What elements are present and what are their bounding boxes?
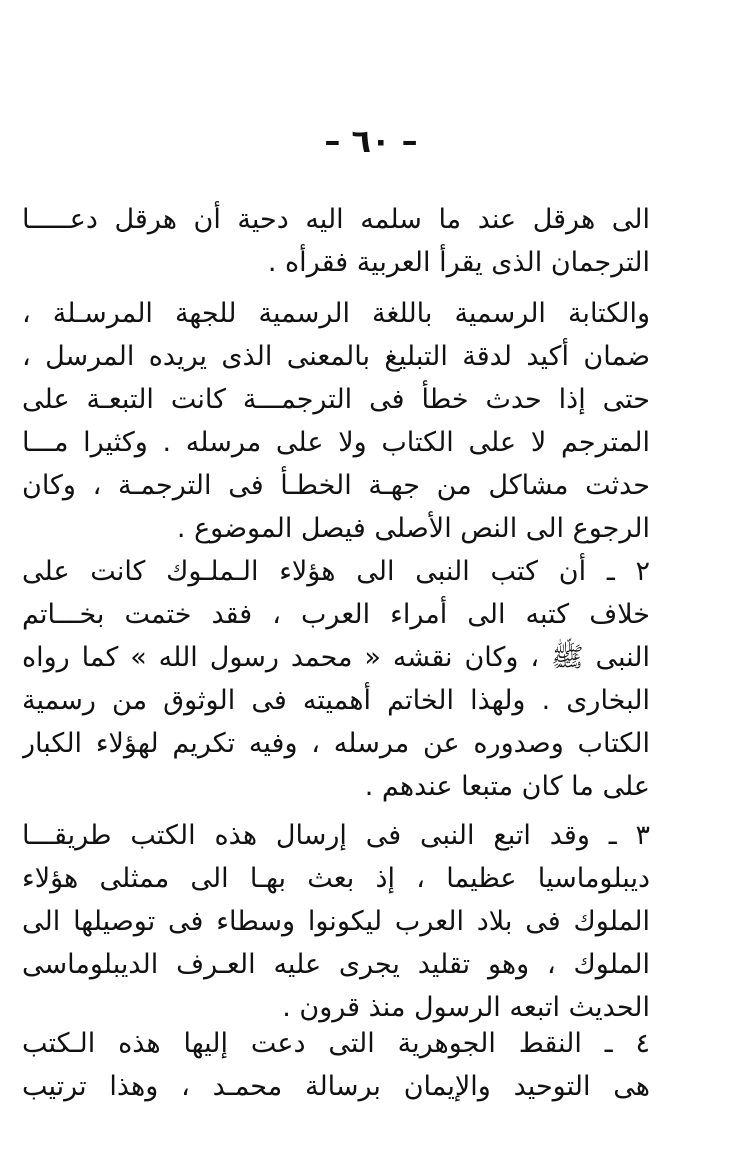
paragraph-3 <box>22 550 650 808</box>
paragraph-5 <box>22 1022 650 1108</box>
text-line: النبى ﷺ ، وكان نقشه « محمد رسول الله » كما رواه <box>22 642 650 673</box>
text-line: الحديث اتبعه الرسول منذ قرون . <box>282 992 650 1023</box>
paragraph-4 <box>22 814 650 1029</box>
text-line: المترجم لا على الكتاب ولا على مرسله . وكثيرا مـــا <box>22 427 650 458</box>
text-line: الملوك ، وهو تقليد يجرى عليه العـرف الديبلوماسى <box>22 949 650 980</box>
text-line: والكتابة الرسمية باللغة الرسمية للجهة المرسـلة ، <box>22 298 650 329</box>
text-line: البخارى . ولهذا الخاتم أهميته فى الوثوق من رسمية <box>22 685 650 716</box>
text-line: ٤ ـ النقط الجوهرية التى دعت إليها هذه الـكتب <box>22 1028 650 1059</box>
paragraph-1 <box>22 198 650 284</box>
text-line: حدثت مشاكل من جهـة الخطـأ فى الترجمـة ، وكان <box>22 470 650 501</box>
page-number: – ٦٠ – <box>324 122 418 160</box>
text-line: الترجمان الذى يقرأ العربية فقرأه . <box>267 247 650 278</box>
text-line: ٣ ـ وقد اتبع النبى فى إرسال هذه الكتب طريقـــا <box>22 820 650 851</box>
text-line: على ما كان متبعا عندهم . <box>364 771 650 802</box>
text-line: الى هرقل عند ما سلمه اليه دحية أن هرقل دعـــــا <box>22 204 650 235</box>
text-line: ٢ ـ أن كتب النبى الى هؤلاء الـملـوك كانت على <box>22 556 650 587</box>
text-line: حتى إذا حدث خطأ فى الترجمـــة كانت التبعـة على <box>22 384 650 415</box>
text-line: الرجوع الى النص الأصلى فيصل الموضوع . <box>176 513 650 544</box>
text-line: الملوك فى بلاد العرب ليكونوا وسطاء فى توصيلها الى <box>22 906 650 937</box>
text-line: خلاف كتبه الى أمراء العرب ، فقد ختمت بخـــاتم <box>22 599 650 630</box>
text-line: هى التوحيد والإيمان برسالة محمـد ، وهذا ترتيب <box>22 1071 650 1102</box>
paragraph-2 <box>22 292 650 550</box>
text-line: ديبلوماسيا عظيما ، إذ بعث بهـا الى ممثلى هؤلاء <box>22 863 650 894</box>
text-line: ضمان أكيد لدقة التبليغ بالمعنى الذى يريده المرسل ، <box>22 341 650 372</box>
text-line: الكتاب وصدوره عن مرسله ، وفيه تكريم لهؤلاء الكبار <box>22 728 650 759</box>
